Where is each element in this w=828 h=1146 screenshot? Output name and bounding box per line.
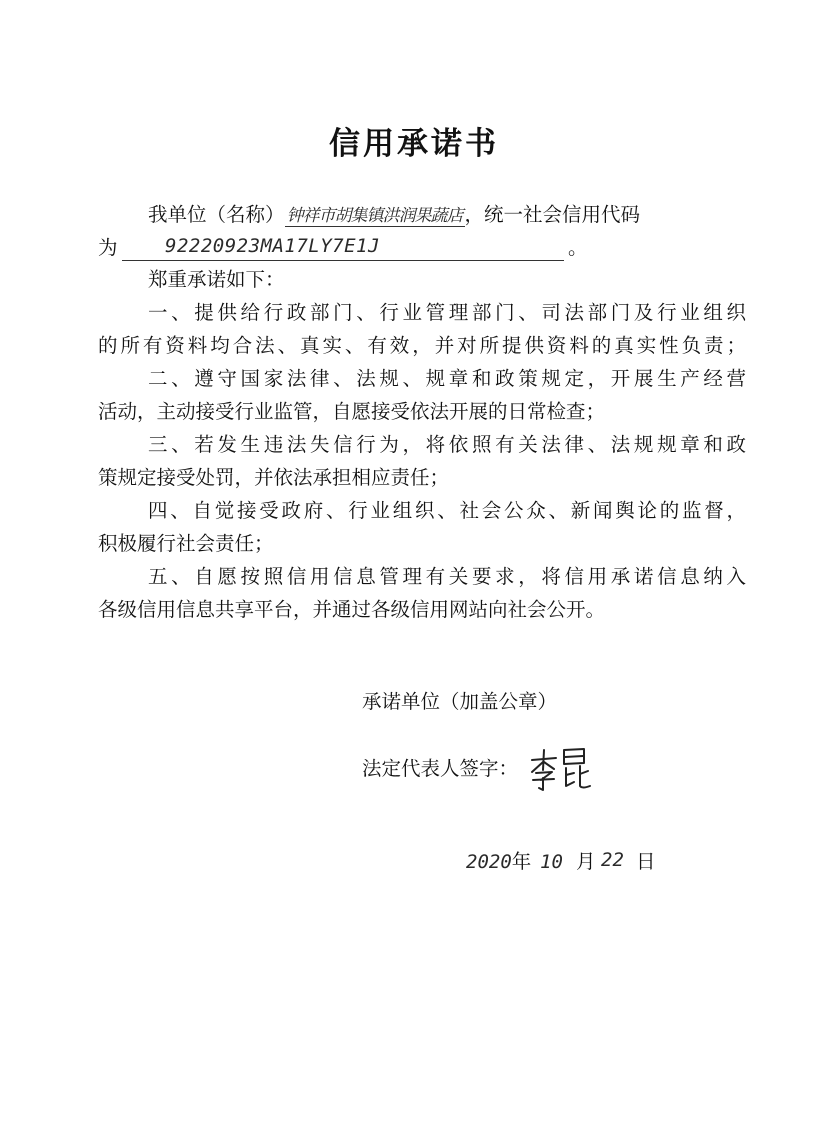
legal-rep-label: 法定代表人签字：	[362, 757, 519, 780]
promise-intro: 郑重承诺如下：	[148, 268, 285, 291]
date-month-unit: 月	[576, 850, 596, 873]
signing-date	[466, 850, 531, 874]
date-year: 2020	[466, 851, 512, 873]
declaration-line-1	[148, 203, 640, 228]
code-label: ，统一社会信用代码	[464, 203, 641, 226]
promise-item-3-line-1: 三、若发生违法失信行为，将依照有关法律、法规规章和政	[148, 433, 746, 456]
committing-unit-label: 承诺单位（加盖公章）	[362, 690, 558, 713]
promise-item-5-line-1: 五、自愿按照信用信息管理有关要求，将信用承诺信息纳入	[148, 565, 746, 588]
promise-item-4-line-1: 四、自觉接受政府、行业组织、社会公众、新闻舆论的监督，	[148, 499, 746, 522]
declaration-line-2	[98, 236, 118, 260]
handwritten-company-name: 钟祥市胡集镇洪润果蔬店	[286, 206, 463, 226]
date-day: 22	[601, 849, 624, 871]
document-title: 信用承诺书	[329, 126, 499, 162]
promise-item-4-line-2: 积极履行社会责任；	[98, 532, 274, 555]
handwritten-signature	[526, 742, 596, 792]
promise-item-1-line-2: 的所有资料均合法、真实、有效，并对所提供资料的真实性负责；	[98, 334, 746, 357]
name-prefix: 我单位（名称）	[148, 203, 285, 226]
promise-item-5-line-2: 各级信用信息共享平台，并通过各级信用网站向社会公开。	[98, 598, 606, 621]
date-day-unit: 日	[636, 850, 656, 873]
date-year-unit: 年	[511, 850, 532, 873]
code-period: 。	[568, 236, 588, 259]
promise-item-3-line-2: 策规定接受处罚，并依法承担相应责任；	[98, 466, 450, 489]
promise-item-2-line-1: 二、遵守国家法律、法规、规章和政策规定，开展生产经营	[148, 367, 746, 390]
promise-item-2-line-2: 活动，主动接受行业监管，自愿接受依法开展的日常检查；	[98, 400, 606, 423]
promise-item-1-line-1: 一、提供给行政部门、行业管理部门、司法部门及行业组织	[148, 301, 746, 324]
handwritten-credit-code: 92220923MA17LY7E1J	[165, 235, 380, 257]
code-prefix: 为	[98, 236, 118, 259]
date-month: 10	[540, 851, 563, 873]
